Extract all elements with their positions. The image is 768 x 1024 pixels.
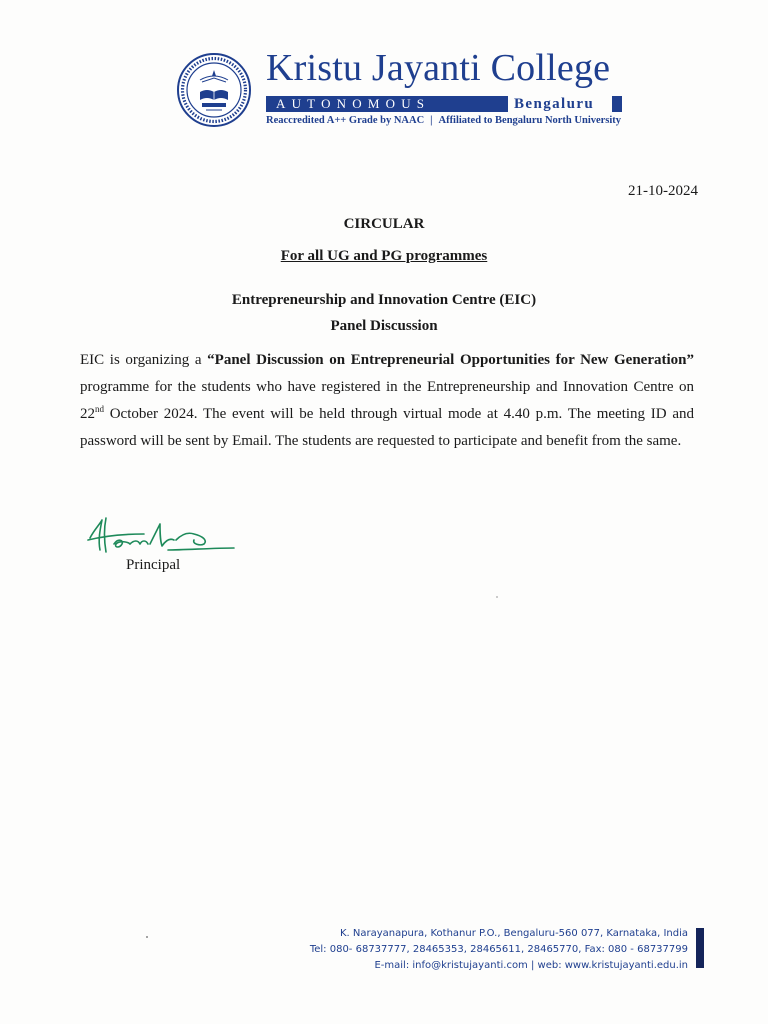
event-day: 22 [80,406,95,422]
event-day-suffix: nd [95,404,104,414]
circular-title: CIRCULAR [343,216,425,232]
body-part2: programme for the students who have registered in the Entrepreneurship and Innovation Centre on [80,379,694,395]
city-label: Bengaluru [514,96,595,112]
signatory-designation: Principal [126,557,181,573]
audience-line: For all UG and PG programmes [280,248,488,264]
accreditation-separator: | [430,115,433,126]
circular-subtitle: Panel Discussion [330,318,438,334]
body-intro: EIC is organizing a [80,352,208,368]
scan-speck [146,936,148,938]
footer-email-web: E-mail: info@kristujayanti.com | web: www.kristujayanti.edu.in [374,960,688,971]
accreditation-line [266,115,621,127]
event-name: “Panel Discussion on Entrepreneurial Opportunities for New Generation” [207,352,694,368]
bar-end-block [612,96,622,112]
college-seal-icon [176,52,252,128]
centre-name: Entrepreneurship and Innovation Centre (EIC) [231,292,537,308]
college-name: Kristu Jayanti College [266,47,611,89]
body-part3: October 2024. The event will be held through virtual mode at 4.40 p.m. The meeting ID and password will be sent by Email. The students are requested to participate and benefit from the same. [80,406,694,449]
footer-phone: Tel: 080- 68737777, 28465353, 28465611, 28465770, Fax: 080 - 68737799 [309,944,688,955]
autonomous-bar [266,96,630,112]
autonomous-label: AUTONOMOUS [266,96,508,112]
naac-grade: Reaccredited A++ Grade by NAAC [266,115,425,126]
footer-accent-bar [696,928,704,968]
circular-body [80,347,694,455]
footer-address: K. Narayanapura, Kothanur P.O., Bengaluru-560 077, Karnataka, India [339,928,688,939]
circular-date: 21-10-2024 [628,183,698,199]
footer-contact [310,926,688,974]
university-affiliation: Affiliated to Bengaluru North University [438,115,622,126]
scan-speck [496,596,498,598]
